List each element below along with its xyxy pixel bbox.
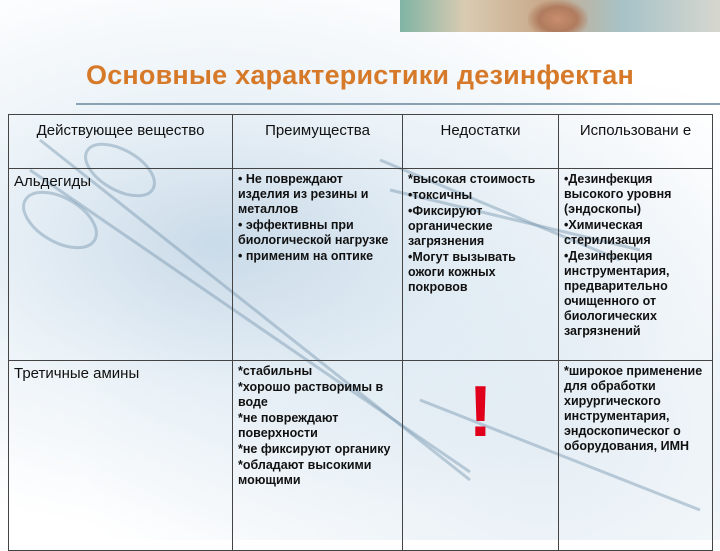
list-item: •токсичны [408,188,473,202]
list-item: *не повреждают поверхности [238,411,339,440]
list-item: *обладают высокими моющими [238,458,372,487]
advantages-cell [233,169,403,361]
usage-cell [559,361,713,551]
list-item: •Фиксируют органические загрязнения [408,204,493,248]
disadvantages-cell [403,169,559,361]
list-item: • применим на оптике [238,249,374,263]
warning-exclamation: ! [468,372,493,452]
usage-cell [559,169,713,361]
table-header-row [9,115,713,169]
disinfectants-table [8,114,713,551]
advantages-cell [233,361,403,551]
list-item: *стабильны [238,364,313,378]
agent-cell: Третичные амины [9,361,233,551]
list-item: • эффективны при биологической нагрузке [238,218,389,247]
table-row [9,361,713,551]
agent-cell: Альдегиды [9,169,233,361]
table-row [9,169,713,361]
title-divider [76,103,720,105]
slide-title: Основные характеристики дезинфектан [86,60,634,90]
header-disadvantages: Недостатки [403,115,559,169]
header-advantages: Преимущества [233,115,403,169]
list-item: •Могут вызывать ожоги кожных покровов [408,250,516,294]
list-item: •Дезинфекция инструментария, предварительно очищенного от биологических загрязнений [564,249,670,338]
disadvantages-cell [403,361,559,551]
list-item: •Дезинфекция высокого уровня (эндоскопы) [564,172,672,216]
header-agent: Действующее вещество [9,115,233,169]
list-item: *не фиксируют органику [238,442,391,456]
header-photo-figure [528,0,588,32]
list-item: • Не повреждают изделия из резины и металлов [238,172,369,216]
list-item: •Химическая стерилизация [564,218,651,247]
list-item: *широкое применение для обработки хирургического инструментария, эндоскопическог о оборудования, ИМН [564,364,703,453]
list-item: *высокая стоимость [408,172,536,186]
list-item: *хорошо растворимы в воде [238,380,384,409]
header-usage: Использовани е [559,115,713,169]
